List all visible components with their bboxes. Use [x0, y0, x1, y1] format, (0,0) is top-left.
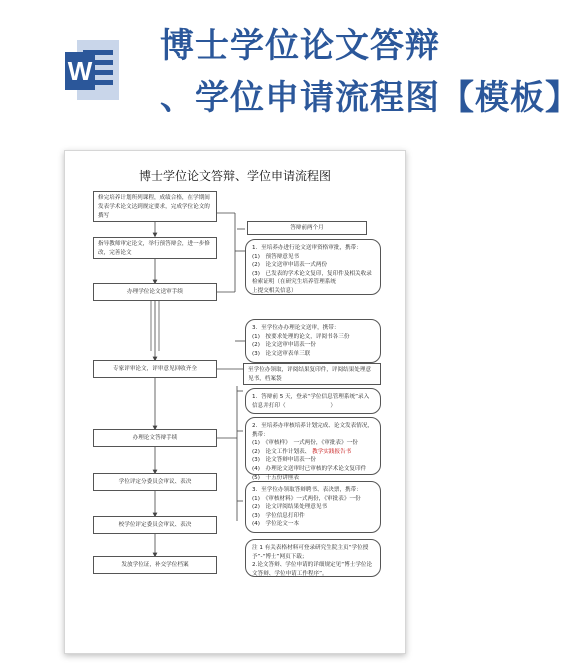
note-5: 2．至培养办审核培养计划完成、论文发表情况，携带： (1) 《审核样》 一式两份，《审批表》一份 (2) 论文工作计划表、 教学实践报告书 (3) 论文答辩申请表一份 (4) 办理论文送审时已审核的学术论文复印件 (5) 十五份讲座表	[245, 417, 381, 475]
note-2: 3．至学位办办理论文送审，携带： (1) 按要求处理的论文，评阅书各三份 (2) 论文送审申请表一份 (3) 论文送审表单三联	[245, 319, 381, 363]
step-8: 发放学位证，补交学位档案	[93, 556, 217, 574]
step-3: 办理学位论文送审手续	[93, 283, 217, 301]
step-6: 学位评定分委员会审议、表决	[93, 473, 217, 491]
page-title-line2: 、学位申请流程图【模板】	[160, 78, 580, 118]
note-7: 注 1 有关表格材料可登录研究生院主页“学位授予”-“博士”网页下载； 2.论文答辩、学位申请的详细规定见“博士学位论文答辩、学位申请工作程序”。	[245, 539, 381, 577]
step-4: 专家评审论文，评审意见回收齐全	[93, 360, 217, 378]
note-4: 1．答辩前 5 天，登录“学位信息管理系统”录入信息并打印（ ）	[245, 388, 381, 414]
red-annotation: 教学实践报告书	[312, 448, 352, 455]
svg-text:W: W	[67, 56, 93, 86]
page-title-line1: 博士学位论文答辩	[160, 26, 440, 66]
note-3: 至学位办领取，评阅结果复印件，评阅结果处理意见书，档案袋	[243, 363, 381, 385]
word-document-icon	[63, 36, 123, 106]
note-1: 1．至培养办进行论文送审资格审批，携带： (1) 预答辩意见书 (2) 论文送审申请表一式两份 (3) 已发表的学术论文复印，复印件及相关收录检索证明（在研究生培养管理系统 上提交相关信息）	[245, 239, 381, 295]
step-1: 修完培养计划所列课程，成绩合格，在学期间发表学术论文达到规定要求，完成学位论文的撰写	[93, 191, 217, 222]
time-box: 答辩前两个月	[247, 221, 367, 235]
step-7: 校学位评定委员会审议、表决	[93, 516, 217, 534]
step-2: 指导教师审定论文，举行预答辩会，进一步修改，完善论文	[93, 237, 217, 259]
note-6: 3．至学位办领取答辩聘书、表决票，携带： (1) 《审核材料》一式两份，《审批表》一份 (2) 论文评阅结果处理意见书 (3) 学位信息打印件 (4) 学位论文一本	[245, 481, 381, 533]
step-5: 办理论文答辩手续	[93, 429, 217, 447]
document-preview	[64, 150, 406, 654]
document-title: 博士学位论文答辩、学位申请流程图	[138, 169, 331, 183]
header	[0, 0, 580, 140]
